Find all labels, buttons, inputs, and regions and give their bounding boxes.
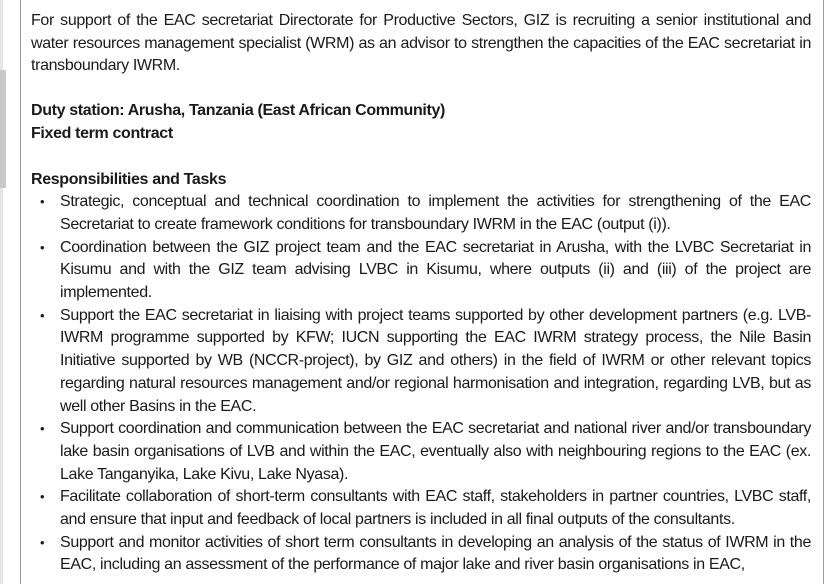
document-body xyxy=(31,10,811,577)
bullet-icon: • xyxy=(40,194,45,210)
list-item-text: Support coordination and communication between the EAC secretariat and national river and/or transboundary lake basin organisations of LVB and within the EAC, eventually also with neighbouring regions to the EAC (ex. Lake Tanganyika, Lake Kivu, Lake Nyasa). xyxy=(60,420,811,483)
list-item-text: Support the EAC secretariat in liaising with project teams supported by other development partners (e.g. LVB-IWRM programme supported by KFW; IUCN supporting the EAC IWRM strategy process, the Nile Basin Initiative supported by WB (NCCR-project), by GIZ and others) in the field of IWRM or other relevant topics regarding natural resources management and/or regional harmonisation and integration, regarding LVB, but as well other Basins in the EAC. xyxy=(60,306,811,415)
list-item-text: Support and monitor activities of short term consultants in developing an analysis of the status of IWRM in the EAC, including an assessment of the performance of major lake and river basin organisations in EAC, xyxy=(60,533,811,574)
bullet-icon: • xyxy=(40,239,45,255)
intro-paragraph: For support of the EAC secretariat Directorate for Productive Sectors, GIZ is recruiting a senior institutional and water resources management specialist (WRM) as an advisor to strengthen the capacities of the EAC secretariat in transboundary IWRM. xyxy=(31,12,811,75)
duty-station: Duty station: Arusha, Tanzania (East African Community) xyxy=(31,102,445,120)
bullet-icon: • xyxy=(40,489,45,505)
list-item xyxy=(31,237,811,305)
bullet-icon: • xyxy=(40,534,45,550)
left-scroll-tab xyxy=(0,70,6,188)
list-item xyxy=(31,532,811,577)
responsibilities-heading: Responsibilities and Tasks xyxy=(31,170,227,188)
list-item xyxy=(31,486,811,531)
list-item xyxy=(31,305,811,419)
list-item-text: Facilitate collaboration of short-term consultants with EAC staff, stakeholders in partner countries, LVBC staff, and ensure that input and feedback of local partners is included in all final outputs of the consultants. xyxy=(60,488,811,529)
list-item-text: Coordination between the GIZ project team and the EAC secretariat in Arusha, with the LVBC Secretariat in Kisumu and with the GIZ team advising LVBC in Kisumu, where outputs (ii) and (iii) of the project are implemented. xyxy=(60,238,811,302)
list-item xyxy=(31,191,811,236)
bullet-icon: • xyxy=(40,421,45,437)
responsibilities-list xyxy=(31,191,811,577)
contract-type: Fixed term contract xyxy=(31,124,173,142)
list-item-text: Strategic, conceptual and technical coordination to implement the activities for strengthening of the EAC Secretariat to create framework conditions for transboundary IWRM in the EAC (output (i)). xyxy=(60,193,811,233)
list-item xyxy=(31,418,811,486)
bullet-icon: • xyxy=(40,307,45,323)
